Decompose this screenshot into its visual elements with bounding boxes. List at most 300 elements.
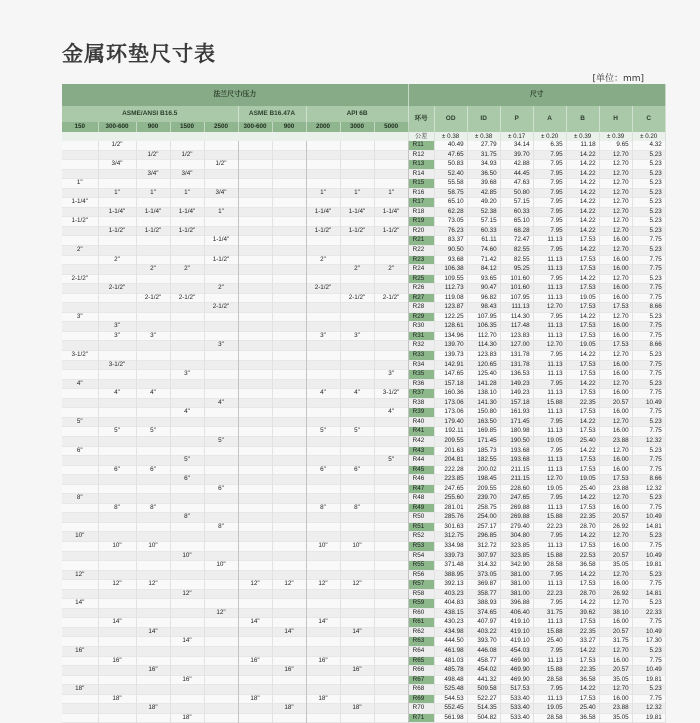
cell-cl1500 — [170, 322, 204, 332]
cell-cl150 — [62, 465, 98, 475]
cell-cl1500 — [170, 360, 204, 370]
cell-p: 149.23 — [500, 389, 533, 399]
cell-cl1500: 6" — [170, 475, 204, 485]
cell-id: 34.93 — [467, 160, 500, 170]
cell-cl150: 10" — [62, 532, 98, 542]
cell-cl900 — [136, 198, 170, 208]
cell-b: 14.22 — [566, 179, 599, 189]
cell-cl2500 — [204, 379, 238, 389]
tolerance-value: ± 0.39 — [599, 132, 632, 141]
cell-c: 19.81 — [632, 561, 665, 571]
cell-ring-no: R47 — [408, 484, 434, 494]
cell-od: 371.48 — [434, 561, 467, 571]
cell-api-5000 — [374, 169, 408, 179]
cell-p: 68.28 — [500, 226, 533, 236]
cell-a: 19.05 — [533, 484, 566, 494]
cell-a: 11.13 — [533, 255, 566, 265]
cell-ring-no: R33 — [408, 351, 434, 361]
cell-p: 131.78 — [500, 360, 533, 370]
cell-b: 17.53 — [566, 408, 599, 418]
cell-b1647a-300-600 — [238, 513, 272, 523]
cell-b1647a-900 — [272, 226, 306, 236]
cell-b1647a-900 — [272, 618, 306, 628]
cell-cl2500 — [204, 656, 238, 666]
cell-od: 139.70 — [434, 341, 467, 351]
cell-b: 17.53 — [566, 656, 599, 666]
cell-id: 373.05 — [467, 570, 500, 580]
cell-ring-no: R20 — [408, 226, 434, 236]
cell-b1647a-900 — [272, 608, 306, 618]
cell-api-5000 — [374, 503, 408, 513]
cell-cl300-600 — [98, 246, 136, 256]
cell-p: 211.15 — [500, 465, 533, 475]
cell-cl1500: 3" — [170, 370, 204, 380]
cell-od: 312.75 — [434, 532, 467, 542]
cell-p: 469.90 — [500, 666, 533, 676]
cell-cl900: 1-1/2" — [136, 226, 170, 236]
cell-b1647a-900 — [272, 494, 306, 504]
cell-b1647a-900 — [272, 446, 306, 456]
cell-h: 20.57 — [599, 551, 632, 561]
cell-b: 39.62 — [566, 608, 599, 618]
cell-h: 12.70 — [599, 685, 632, 695]
cell-h: 16.00 — [599, 389, 632, 399]
cell-cl1500 — [170, 341, 204, 351]
cell-od: 388.95 — [434, 570, 467, 580]
cell-cl900: 8" — [136, 503, 170, 513]
cell-p: 82.55 — [500, 246, 533, 256]
cell-h: 20.57 — [599, 513, 632, 523]
cell-b1647a-300-600 — [238, 293, 272, 303]
cell-b1647a-300-600 — [238, 150, 272, 160]
cell-p: 171.45 — [500, 417, 533, 427]
cell-od: 525.48 — [434, 685, 467, 695]
cell-a: 11.13 — [533, 408, 566, 418]
cell-cl900 — [136, 475, 170, 485]
table-row — [62, 532, 665, 542]
cell-cl150 — [62, 389, 98, 399]
cell-ring-no: R22 — [408, 246, 434, 256]
cell-h: 20.57 — [599, 398, 632, 408]
pressure-col-header: 2500 — [204, 122, 238, 132]
cell-a: 7.95 — [533, 188, 566, 198]
dim-c-header: C — [632, 106, 665, 132]
cell-api-5000 — [374, 484, 408, 494]
asme-b16-5-header: ASME/ANSI B16.5 — [62, 106, 238, 122]
cell-b1647a-300-600 — [238, 379, 272, 389]
cell-b1647a-300-600 — [238, 341, 272, 351]
cell-h: 12.70 — [599, 188, 632, 198]
cell-api-5000: 1" — [374, 188, 408, 198]
flange-size-pressure-header: 法兰尺寸/压力 — [62, 84, 408, 106]
cell-h: 12.70 — [599, 379, 632, 389]
cell-cl1500 — [170, 646, 204, 656]
cell-id: 307.97 — [467, 551, 500, 561]
cell-od: 285.76 — [434, 513, 467, 523]
table-row — [62, 522, 665, 532]
cell-id: 52.38 — [467, 207, 500, 217]
cell-h: 16.00 — [599, 236, 632, 246]
cell-b1647a-300-600 — [238, 427, 272, 437]
cell-api-2000 — [306, 217, 340, 227]
cell-id: 407.97 — [467, 618, 500, 628]
cell-ring-no: R43 — [408, 446, 434, 456]
cell-c: 10.49 — [632, 398, 665, 408]
cell-api-2000 — [306, 675, 340, 685]
cell-c: 5.23 — [632, 169, 665, 179]
cell-cl900: 4" — [136, 389, 170, 399]
cell-cl300-600 — [98, 637, 136, 647]
cell-cl900 — [136, 436, 170, 446]
cell-c: 7.75 — [632, 694, 665, 704]
cell-c: 7.75 — [632, 255, 665, 265]
table-row — [62, 618, 665, 628]
cell-api-2000 — [306, 370, 340, 380]
cell-c: 5.23 — [632, 446, 665, 456]
cell-api-2000: 2-1/2" — [306, 284, 340, 294]
cell-cl1500: 14" — [170, 637, 204, 647]
cell-a: 12.70 — [533, 475, 566, 485]
cell-c: 7.75 — [632, 408, 665, 418]
cell-cl2500 — [204, 141, 238, 150]
cell-a: 15.88 — [533, 551, 566, 561]
tolerance-value: ± 0.38 — [434, 132, 467, 141]
cell-a: 7.95 — [533, 246, 566, 256]
table-row — [62, 265, 665, 275]
cell-b1647a-300-600 — [238, 446, 272, 456]
tolerance-value: ± 0.38 — [467, 132, 500, 141]
cell-b: 17.53 — [566, 618, 599, 628]
cell-p: 323.85 — [500, 551, 533, 561]
cell-cl2500 — [204, 370, 238, 380]
cell-p: 342.90 — [500, 561, 533, 571]
cell-p: 180.98 — [500, 427, 533, 437]
cell-cl2500 — [204, 713, 238, 723]
cell-h: 16.00 — [599, 541, 632, 551]
table-row — [62, 331, 665, 341]
cell-cl300-600 — [98, 494, 136, 504]
table-row — [62, 675, 665, 685]
cell-cl900 — [136, 685, 170, 695]
table-row — [62, 160, 665, 170]
cell-cl300-600 — [98, 179, 136, 189]
cell-p: 419.10 — [500, 637, 533, 647]
cell-api-3000 — [340, 532, 374, 542]
cell-id: 141.30 — [467, 398, 500, 408]
cell-b1647a-300-600 — [238, 303, 272, 313]
cell-c: 7.75 — [632, 322, 665, 332]
cell-cl2500 — [204, 322, 238, 332]
cell-api-2000 — [306, 179, 340, 189]
cell-p: 190.50 — [500, 436, 533, 446]
cell-a: 6.35 — [533, 141, 566, 150]
table-row — [62, 141, 665, 150]
cell-c: 5.23 — [632, 150, 665, 160]
cell-p: 269.88 — [500, 503, 533, 513]
cell-cl300-600 — [98, 417, 136, 427]
cell-api-5000 — [374, 465, 408, 475]
cell-p: 127.00 — [500, 341, 533, 351]
cell-ring-no: R26 — [408, 284, 434, 294]
cell-b: 25.40 — [566, 704, 599, 714]
cell-cl1500 — [170, 484, 204, 494]
cell-api-2000 — [306, 475, 340, 485]
dim-p-header: P — [500, 106, 533, 132]
cell-p: 228.60 — [500, 484, 533, 494]
cell-b: 17.53 — [566, 255, 599, 265]
cell-api-3000: 5" — [340, 427, 374, 437]
cell-od: 119.08 — [434, 293, 467, 303]
cell-id: 150.80 — [467, 408, 500, 418]
cell-cl2500 — [204, 456, 238, 466]
cell-h: 23.88 — [599, 704, 632, 714]
cell-h: 12.70 — [599, 646, 632, 656]
cell-ring-no: R64 — [408, 646, 434, 656]
cell-b1647a-300-600 — [238, 551, 272, 561]
cell-cl150 — [62, 322, 98, 332]
cell-h: 12.70 — [599, 312, 632, 322]
cell-cl900 — [136, 484, 170, 494]
cell-a: 7.95 — [533, 494, 566, 504]
cell-c: 7.75 — [632, 503, 665, 513]
cell-cl1500 — [170, 580, 204, 590]
cell-b1647a-900 — [272, 188, 306, 198]
cell-a: 7.95 — [533, 274, 566, 284]
cell-cl1500 — [170, 331, 204, 341]
cell-a: 7.95 — [533, 599, 566, 609]
cell-id: 31.75 — [467, 150, 500, 160]
table-row — [62, 475, 665, 485]
cell-cl2500 — [204, 551, 238, 561]
cell-h: 12.70 — [599, 532, 632, 542]
cell-b1647a-300-600 — [238, 704, 272, 714]
cell-api-5000 — [374, 541, 408, 551]
cell-a: 7.95 — [533, 685, 566, 695]
cell-od: 430.23 — [434, 618, 467, 628]
pressure-col-header: 300-600 — [98, 122, 136, 132]
cell-b1647a-900 — [272, 541, 306, 551]
table-row — [62, 551, 665, 561]
cell-api-2000 — [306, 246, 340, 256]
cell-cl900 — [136, 561, 170, 571]
cell-od: 404.83 — [434, 599, 467, 609]
cell-c: 14.81 — [632, 522, 665, 532]
cell-cl300-600 — [98, 513, 136, 523]
cell-b: 28.70 — [566, 522, 599, 532]
table-row — [62, 188, 665, 198]
table-row — [62, 312, 665, 322]
cell-cl150 — [62, 580, 98, 590]
cell-cl900 — [136, 637, 170, 647]
cell-b1647a-300-600 — [238, 532, 272, 542]
cell-c: 7.75 — [632, 465, 665, 475]
cell-ring-no: R38 — [408, 398, 434, 408]
cell-c: 19.81 — [632, 675, 665, 685]
cell-b: 17.53 — [566, 236, 599, 246]
cell-b1647a-900 — [272, 713, 306, 723]
table-row — [62, 207, 665, 217]
cell-id: 200.02 — [467, 465, 500, 475]
cell-b1647a-900 — [272, 236, 306, 246]
cell-ring-no: R18 — [408, 207, 434, 217]
cell-api-5000 — [374, 570, 408, 580]
cell-p: 469.90 — [500, 675, 533, 685]
cell-api-2000: 3" — [306, 331, 340, 341]
cell-b1647a-300-600 — [238, 398, 272, 408]
cell-cl300-600: 3" — [98, 331, 136, 341]
cell-c: 5.23 — [632, 599, 665, 609]
cell-id: 388.93 — [467, 599, 500, 609]
cell-id: 138.10 — [467, 389, 500, 399]
cell-api-5000 — [374, 656, 408, 666]
cell-api-3000 — [340, 494, 374, 504]
cell-h: 16.00 — [599, 265, 632, 275]
cell-c: 5.23 — [632, 570, 665, 580]
cell-c: 4.32 — [632, 141, 665, 150]
cell-h: 12.70 — [599, 446, 632, 456]
cell-c: 7.75 — [632, 370, 665, 380]
cell-h: 9.65 — [599, 141, 632, 150]
cell-ring-no: R42 — [408, 436, 434, 446]
cell-api-3000: 6" — [340, 465, 374, 475]
cell-id: 454.02 — [467, 666, 500, 676]
cell-od: 434.98 — [434, 627, 467, 637]
cell-cl1500 — [170, 494, 204, 504]
cell-b: 22.35 — [566, 627, 599, 637]
cell-api-2000 — [306, 436, 340, 446]
cell-api-3000 — [340, 274, 374, 284]
cell-id: 369.87 — [467, 580, 500, 590]
cell-api-3000 — [340, 351, 374, 361]
cell-cl150 — [62, 656, 98, 666]
cell-api-2000 — [306, 522, 340, 532]
cell-cl2500: 1-1/2" — [204, 255, 238, 265]
cell-cl300-600: 3" — [98, 322, 136, 332]
cell-cl1500: 1/2" — [170, 150, 204, 160]
cell-id: 114.30 — [467, 341, 500, 351]
cell-b1647a-300-600 — [238, 666, 272, 676]
cell-cl150 — [62, 370, 98, 380]
cell-a: 25.40 — [533, 637, 566, 647]
cell-cl2500 — [204, 312, 238, 322]
cell-p: 117.48 — [500, 322, 533, 332]
cell-b: 14.22 — [566, 646, 599, 656]
table-row — [62, 713, 665, 723]
cell-id: 185.73 — [467, 446, 500, 456]
table-row — [62, 303, 665, 313]
cell-h: 16.00 — [599, 284, 632, 294]
cell-ring-no: R67 — [408, 675, 434, 685]
cell-cl2500 — [204, 179, 238, 189]
cell-h: 26.92 — [599, 522, 632, 532]
cell-api-2000: 1-1/2" — [306, 226, 340, 236]
cell-c: 7.75 — [632, 389, 665, 399]
cell-cl900 — [136, 284, 170, 294]
cell-ring-no: R53 — [408, 541, 434, 551]
cell-od: 485.78 — [434, 666, 467, 676]
table-row — [62, 580, 665, 590]
cell-a: 11.13 — [533, 370, 566, 380]
cell-od: 55.58 — [434, 179, 467, 189]
cell-h: 38.10 — [599, 608, 632, 618]
cell-b: 36.58 — [566, 675, 599, 685]
cell-ring-no: R17 — [408, 198, 434, 208]
cell-cl900 — [136, 322, 170, 332]
cell-cl2500: 1" — [204, 207, 238, 217]
cell-c: 12.32 — [632, 704, 665, 714]
cell-ring-no: R60 — [408, 608, 434, 618]
cell-id: 239.70 — [467, 494, 500, 504]
cell-b: 14.22 — [566, 351, 599, 361]
cell-ring-no: R36 — [408, 379, 434, 389]
cell-b: 22.35 — [566, 398, 599, 408]
cell-b: 25.40 — [566, 484, 599, 494]
cell-id: 96.82 — [467, 293, 500, 303]
cell-api-3000 — [340, 360, 374, 370]
cell-b1647a-300-600 — [238, 312, 272, 322]
cell-ring-no: R21 — [408, 236, 434, 246]
cell-b1647a-900 — [272, 169, 306, 179]
cell-id: 358.77 — [467, 589, 500, 599]
cell-ring-no: R40 — [408, 417, 434, 427]
cell-b: 17.53 — [566, 284, 599, 294]
cell-cl300-600 — [98, 293, 136, 303]
cell-b1647a-900 — [272, 637, 306, 647]
cell-cl900 — [136, 398, 170, 408]
cell-b1647a-300-600 — [238, 685, 272, 695]
cell-id: 125.40 — [467, 370, 500, 380]
cell-cl900: 5" — [136, 427, 170, 437]
cell-api-2000 — [306, 561, 340, 571]
cell-cl2500 — [204, 637, 238, 647]
cell-a: 28.58 — [533, 561, 566, 571]
cell-od: 461.98 — [434, 646, 467, 656]
cell-od: 134.96 — [434, 331, 467, 341]
cell-h: 12.70 — [599, 179, 632, 189]
cell-b1647a-300-600: 16" — [238, 656, 272, 666]
table-row — [62, 179, 665, 189]
cell-cl900 — [136, 236, 170, 246]
cell-cl2500: 10" — [204, 561, 238, 571]
table-row — [62, 284, 665, 294]
table-row — [62, 255, 665, 265]
dim-a-header: A — [533, 106, 566, 132]
cell-cl900 — [136, 141, 170, 150]
cell-cl300-600 — [98, 236, 136, 246]
cell-api-5000 — [374, 532, 408, 542]
cell-c: 17.30 — [632, 637, 665, 647]
cell-cl300-600: 5" — [98, 427, 136, 437]
cell-api-3000 — [340, 217, 374, 227]
cell-b1647a-900 — [272, 160, 306, 170]
cell-cl900: 3/4" — [136, 169, 170, 179]
cell-api-3000 — [340, 637, 374, 647]
cell-cl900 — [136, 217, 170, 227]
cell-b1647a-900 — [272, 322, 306, 332]
cell-od: 47.65 — [434, 150, 467, 160]
cell-b1647a-300-600 — [238, 236, 272, 246]
cell-od: 50.83 — [434, 160, 467, 170]
cell-ring-no: R59 — [408, 599, 434, 609]
cell-ring-no: R27 — [408, 293, 434, 303]
cell-p: 114.30 — [500, 312, 533, 322]
cell-p: 419.10 — [500, 618, 533, 628]
cell-b: 22.35 — [566, 666, 599, 676]
cell-ring-no: R63 — [408, 637, 434, 647]
table-row — [62, 646, 665, 656]
cell-b1647a-900 — [272, 561, 306, 571]
dim-h-header: H — [599, 106, 632, 132]
